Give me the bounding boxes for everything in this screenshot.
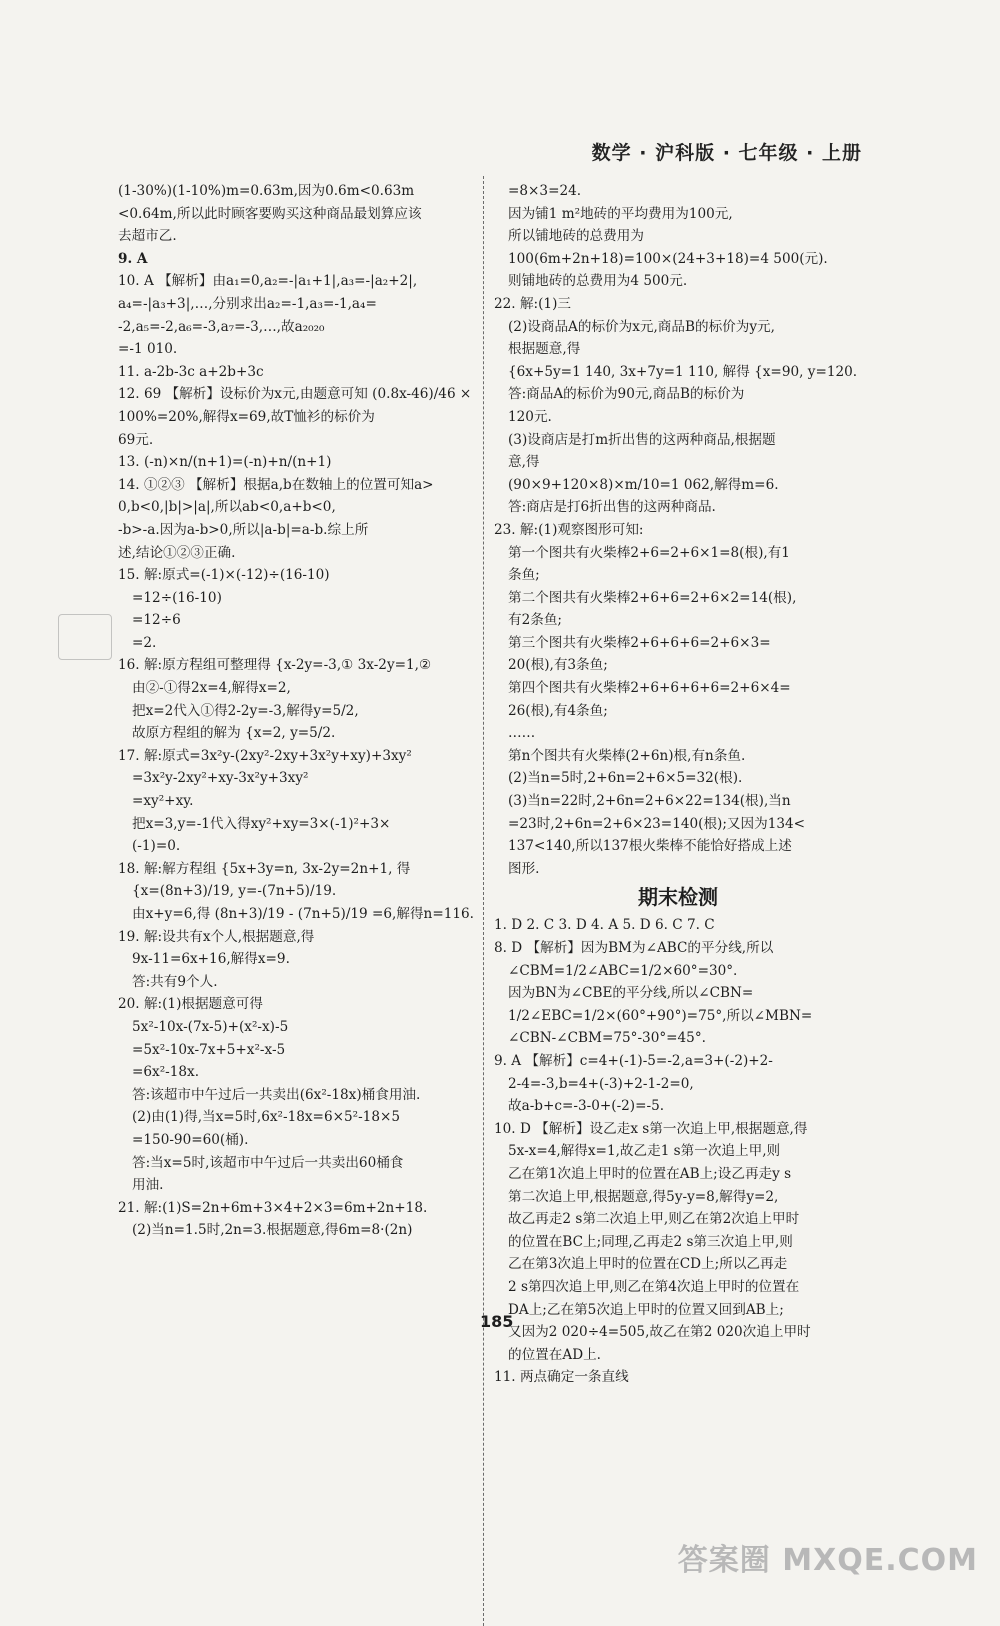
- answer-line: 第二个图共有火柴棒2+6+6=2+6×2=14(根),: [508, 589, 797, 606]
- answer-line: 又因为2 020÷4=505,故乙在第2 020次追上甲时: [508, 1324, 811, 1341]
- answer-line: 10. D 【解析】设乙走x s第一次追上甲,根据题意,得: [494, 1120, 808, 1137]
- answer-line: 100(6m+2n+18)=100×(24+3+18)=4 500(元).: [508, 250, 828, 267]
- answer-line: 答:当x=5时,该超市中午过后一共卖出60桶食: [132, 1154, 404, 1171]
- answer-line: =12÷6: [132, 612, 181, 629]
- answer-line: 所以铺地砖的总费用为: [508, 228, 644, 245]
- answer-line: 用油.: [132, 1177, 164, 1194]
- answer-line: 把x=3,y=-1代入得xy²+xy=3×(-1)²+3×: [132, 815, 391, 832]
- running-header: 数学 · 沪科版 · 七年级 · 上册: [591, 142, 862, 164]
- answer-line: 故乙再走2 s第二次追上甲,则乙在第2次追上甲时: [508, 1211, 800, 1228]
- answer-line: =2.: [132, 634, 157, 651]
- answer-line: 69元.: [118, 431, 154, 448]
- answer-line: -b>-a.因为a-b>0,所以|a-b|=a-b.综上所: [118, 521, 369, 538]
- answer-line: 图形.: [508, 860, 540, 877]
- answer-line: 12. 69 【解析】设标价为x元,由题意可知 (0.8x-46)/46 ×: [118, 386, 472, 403]
- answer-line: 乙在第1次追上甲时的位置在AB上;设乙再走y s: [508, 1165, 792, 1182]
- answer-line: 因为铺1 m²地砖的平均费用为100元,: [508, 205, 733, 222]
- answer-line: 26(根),有4条鱼;: [508, 702, 608, 719]
- answer-line: =23时,2+6n=2+6×23=140(根);又因为134<: [508, 815, 806, 832]
- page-number: 185: [480, 1312, 514, 1331]
- answer-line: 第n个图共有火柴棒(2+6n)根,有n条鱼.: [508, 747, 746, 764]
- answer-line: 2-4=-3,b=4+(-3)+2-1-2=0,: [508, 1075, 694, 1092]
- answer-line: 意,得: [508, 454, 540, 471]
- answer-line: 由②-①得2x=4,解得x=2,: [132, 680, 291, 697]
- answer-line: 故原方程组的解为 {x=2, y=5/2.: [132, 725, 336, 742]
- answer-line: 第二次追上甲,根据题意,得5y-y=8,解得y=2,: [508, 1188, 779, 1205]
- answer-line: 答:商品A的标价为90元,商品B的标价为: [508, 386, 745, 403]
- answer-line: (-1)=0.: [132, 838, 181, 855]
- answer-line: =3x²y-2xy²+xy-3x²y+3xy²: [132, 770, 309, 787]
- answer-line: 1. D 2. C 3. D 4. A 5. D 6. C 7. C: [494, 917, 715, 934]
- answer-line: 由x+y=6,得 (8n+3)/19 - (7n+5)/19 =6,解得n=116.: [132, 906, 474, 922]
- answer-line: (3)当n=22时,2+6n=2+6×22=134(根),当n: [508, 793, 791, 810]
- answer-line: 9. A 【解析】c=4+(-1)-5=-2,a=3+(-2)+2-: [494, 1052, 773, 1069]
- answer-line: 137<140,所以137根火柴棒不能恰好搭成上述: [508, 838, 792, 855]
- answer-line: 13. (-n)×n/(n+1)=(-n)+n/(n+1): [118, 454, 332, 471]
- answer-line: <0.64m,所以此时顾客要购买这种商品最划算应该: [118, 205, 422, 222]
- answer-line: 20(根),有3条鱼;: [508, 657, 608, 674]
- answer-line: 的位置在BC上;同理,乙再走2 s第三次追上甲,则: [508, 1233, 793, 1250]
- answer-line: 18. 解:解方程组 {5x+3y=n, 3x-2y=2n+1, 得: [118, 860, 411, 877]
- answer-line: (2)设商品A的标价为x元,商品B的标价为y元,: [508, 318, 775, 335]
- section-title: 期末检测: [638, 885, 718, 910]
- answer-line: 第三个图共有火柴棒2+6+6+6=2+6×3=: [508, 634, 771, 651]
- answer-line: 23. 解:(1)观察图形可知:: [494, 521, 644, 538]
- answer-line: 22. 解:(1)三: [494, 295, 571, 312]
- answer-line: =-1 010.: [118, 341, 178, 358]
- stamp-seal: [58, 614, 112, 660]
- answer-line: 9. A: [118, 250, 148, 267]
- answer-line: 答:该超市中午过后一共卖出(6x²-18x)桶食用油.: [132, 1086, 421, 1103]
- answer-line: ∠CBN-∠CBM=75°-30°=45°.: [508, 1030, 706, 1047]
- answer-line: 故a-b+c=-3-0+(-2)=-5.: [508, 1098, 665, 1115]
- answer-line: (1-30%)(1-10%)m=0.63m,因为0.6m<0.63m: [118, 183, 415, 199]
- answer-line: 有2条鱼;: [508, 612, 563, 629]
- answer-line: 19. 解:设共有x个人,根据题意,得: [118, 928, 315, 945]
- answer-line: 8. D 【解析】因为BM为∠ABC的平分线,所以: [494, 940, 774, 956]
- watermark: 答案圈 MXQE.COM: [677, 1543, 978, 1578]
- answer-line: 第一个图共有火柴棒2+6=2+6×1=8(根),有1: [508, 544, 790, 561]
- answer-line: (2)由(1)得,当x=5时,6x²-18x=6×5²-18×5: [132, 1109, 401, 1126]
- answer-line: a₄=-|a₃+3|,…,分别求出a₂=-1,a₃=-1,a₄=: [118, 295, 377, 312]
- answer-line: ∠CBM=1/2∠ABC=1/2×60°=30°.: [508, 962, 738, 979]
- answer-line: {x=(8n+3)/19, y=-(7n+5)/19.: [132, 883, 337, 900]
- answer-line: (2)当n=5时,2+6n=2+6×5=32(根).: [508, 770, 743, 787]
- answer-line: 100%=20%,解得x=69,故T恤衫的标价为: [118, 408, 375, 425]
- answer-line: 去超市乙.: [118, 228, 177, 245]
- answer-line: =6x²-18x.: [132, 1064, 200, 1081]
- answer-line: 14. ①②③ 【解析】根据a,b在数轴上的位置可知a>: [118, 476, 434, 493]
- answer-line: 17. 解:原式=3x²y-(2xy²-2xy+3x²y+xy)+3xy²: [118, 747, 412, 764]
- answer-line: 11. 两点确定一条直线: [494, 1369, 629, 1386]
- answer-line: 15. 解:原式=(-1)×(-12)÷(16-10): [118, 567, 330, 584]
- answer-line: DA上;乙在第5次追上甲时的位置又回到AB上;: [508, 1301, 784, 1318]
- answer-line: 述,结论①②③正确.: [118, 544, 236, 561]
- answer-line: (3)设商店是打m折出售的这两种商品,根据题: [508, 431, 776, 448]
- answer-line: 1/2∠EBC=1/2×(60°+90°)=75°,所以∠MBN=: [508, 1007, 813, 1024]
- answer-line: 9x-11=6x+16,解得x=9.: [132, 951, 290, 968]
- left-column: [118, 180, 474, 1242]
- answer-line: 120元.: [508, 408, 552, 425]
- answer-line: 5x-x=4,解得x=1,故乙走1 s第一次追上甲,则: [508, 1143, 781, 1160]
- answer-line: 第四个图共有火柴棒2+6+6+6+6=2+6×4=: [508, 680, 791, 697]
- right-column: [494, 180, 862, 1389]
- answer-line: (90×9+120×8)×m/10=1 062,解得m=6.: [508, 476, 779, 493]
- answer-line: 2 s第四次追上甲,则乙在第4次追上甲时的位置在: [508, 1278, 800, 1295]
- answer-line: 条鱼;: [508, 567, 540, 584]
- answer-line: 5x²-10x-(7x-5)+(x²-x)-5: [132, 1018, 289, 1035]
- answer-line: 答:共有9个人.: [132, 973, 218, 990]
- answer-line: =5x²-10x-7x+5+x²-x-5: [132, 1041, 286, 1058]
- answer-line: =12÷(16-10): [132, 589, 222, 606]
- answer-line: 则铺地砖的总费用为4 500元.: [508, 273, 688, 290]
- answer-line: 11. a-2b-3c a+2b+3c: [118, 363, 264, 380]
- answer-line: =150-90=60(桶).: [132, 1131, 249, 1148]
- answer-line: {6x+5y=1 140, 3x+7y=1 110, 解得 {x=90, y=120.: [508, 363, 858, 380]
- answer-line: 0,b<0,|b|>|a|,所以ab<0,a+b<0,: [118, 499, 336, 516]
- answer-line: 乙在第3次追上甲时的位置在CD上;所以乙再走: [508, 1256, 788, 1273]
- answer-line: 根据题意,得: [508, 341, 581, 358]
- answer-line: 的位置在AD上.: [508, 1346, 602, 1363]
- answer-line: 把x=2代入①得2-2y=-3,解得y=5/2,: [132, 702, 359, 719]
- answer-line: ……: [508, 725, 536, 742]
- answer-line: 16. 解:原方程组可整理得 {x-2y=-3,① 3x-2y=1,②: [118, 657, 432, 674]
- answer-line: -2,a₅=-2,a₆=-3,a₇=-3,…,故a₂₀₂₀: [118, 318, 325, 335]
- answer-line: 因为BN为∠CBE的平分线,所以∠CBN=: [508, 985, 754, 1002]
- answer-line: =8×3=24.: [508, 183, 582, 199]
- answer-line: (2)当n=1.5时,2n=3.根据题意,得6m=8·(2n): [132, 1222, 413, 1239]
- answer-line: 20. 解:(1)根据题意可得: [118, 996, 263, 1013]
- column-divider: [483, 176, 484, 1626]
- answer-line: =xy²+xy.: [132, 793, 194, 810]
- answer-line: 21. 解:(1)S=2n+6m+3×4+2×3=6m+2n+18.: [118, 1199, 428, 1216]
- answer-line: 答:商店是打6折出售的这两种商品.: [508, 499, 716, 516]
- answer-line: 10. A 【解析】由a₁=0,a₂=-|a₁+1|,a₃=-|a₂+2|,: [118, 273, 418, 290]
